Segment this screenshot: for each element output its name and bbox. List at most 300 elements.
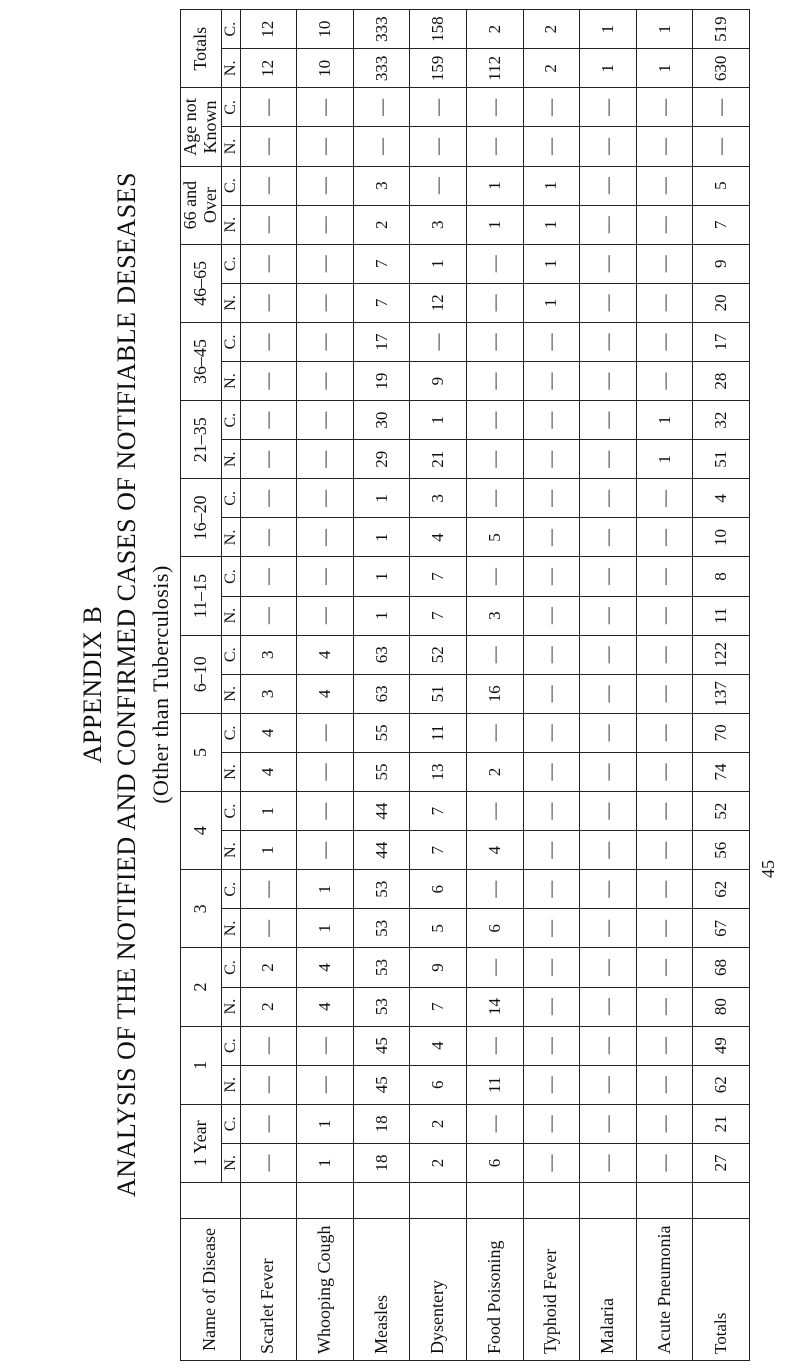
notified-count: — [636, 987, 693, 1026]
confirmed-count: 9 [693, 244, 750, 283]
confirmed-count: — [240, 1104, 297, 1143]
confirmed-count: 7 [410, 557, 467, 596]
notified-count: 53 [353, 909, 410, 948]
confirmed-count: — [636, 166, 693, 205]
spacer-cell [693, 1183, 750, 1219]
spacer-cell [410, 1183, 467, 1219]
notified-count: — [297, 831, 354, 870]
notified-subheader: N. [221, 752, 240, 791]
disease-name: Measles [353, 1219, 410, 1361]
notified-count: 19 [353, 362, 410, 401]
spacer-cell [523, 1183, 580, 1219]
confirmed-count: — [693, 88, 750, 127]
notified-subheader: N. [221, 674, 240, 713]
confirmed-count: 4 [693, 479, 750, 518]
confirmed-count: — [466, 557, 523, 596]
confirmed-count: 45 [353, 1026, 410, 1065]
confirmed-count: — [466, 713, 523, 752]
notified-count: 2 [353, 205, 410, 244]
notified-count: — [297, 205, 354, 244]
disease-name: Scarlet Fever [240, 1219, 297, 1361]
notified-count: 74 [693, 752, 750, 791]
confirmed-count: 52 [693, 792, 750, 831]
notified-count: 10 [693, 518, 750, 557]
notified-count: — [240, 1065, 297, 1104]
confirmed-subheader: C. [221, 10, 240, 49]
notified-count: — [297, 127, 354, 166]
confirmed-count: 4 [297, 635, 354, 674]
notified-count: 56 [693, 831, 750, 870]
notified-count: — [580, 362, 637, 401]
notified-count: 21 [410, 440, 467, 479]
disease-row [523, 10, 580, 1361]
confirmed-count: — [297, 401, 354, 440]
spacer-cell [636, 1183, 693, 1219]
notified-count: — [580, 440, 637, 479]
confirmed-count: — [523, 948, 580, 987]
confirmed-count: — [466, 479, 523, 518]
age-group-header: 5 [181, 713, 222, 791]
notified-count: — [240, 596, 297, 635]
confirmed-count: 2 [466, 10, 523, 49]
notified-subheader: N. [221, 1065, 240, 1104]
notified-count: 4 [297, 674, 354, 713]
notified-count: — [636, 1143, 693, 1182]
notified-count: — [636, 909, 693, 948]
confirmed-count: — [636, 713, 693, 752]
confirmed-count: — [466, 1104, 523, 1143]
confirmed-count: 4 [240, 713, 297, 752]
notified-count: 4 [410, 518, 467, 557]
notified-count: — [636, 831, 693, 870]
age-group-header: 46–65 [181, 244, 222, 322]
confirmed-count: 3 [240, 635, 297, 674]
confirmed-count: — [410, 322, 467, 361]
confirmed-count: — [297, 557, 354, 596]
notified-count: 27 [693, 1143, 750, 1182]
confirmed-count: — [523, 479, 580, 518]
disease-name: Acute Pneumonia [636, 1219, 693, 1361]
notified-count: 159 [410, 49, 467, 88]
notified-count: — [580, 987, 637, 1026]
notified-count: 3 [410, 205, 467, 244]
confirmed-count: 1 [297, 1104, 354, 1143]
age-group-header: 4 [181, 792, 222, 870]
confirmed-count: — [580, 792, 637, 831]
notified-count: 14 [466, 987, 523, 1026]
confirmed-count: — [523, 1026, 580, 1065]
totals-row [693, 10, 750, 1361]
confirmed-count: 30 [353, 401, 410, 440]
notified-count: 18 [353, 1143, 410, 1182]
age-group-header: Age not Known [181, 88, 222, 166]
notified-count: — [523, 440, 580, 479]
confirmed-subheader: C. [221, 557, 240, 596]
notified-count: — [523, 1143, 580, 1182]
confirmed-subheader: C. [221, 479, 240, 518]
spacer-cell [240, 1183, 297, 1219]
notified-count: — [523, 1065, 580, 1104]
notified-count: — [523, 909, 580, 948]
confirmed-subheader: C. [221, 244, 240, 283]
age-group-header: 2 [181, 948, 222, 1026]
notified-count: — [523, 596, 580, 635]
confirmed-count: 1 [353, 479, 410, 518]
confirmed-count: — [297, 713, 354, 752]
confirmed-count: — [636, 88, 693, 127]
disease-name: Food Poisoning [466, 1219, 523, 1361]
confirmed-count: 333 [353, 10, 410, 49]
confirmed-count: — [297, 166, 354, 205]
notified-count: — [240, 909, 297, 948]
confirmed-count: — [466, 1026, 523, 1065]
confirmed-count: — [240, 322, 297, 361]
confirmed-subheader: C. [221, 870, 240, 909]
notified-count: — [523, 674, 580, 713]
notified-count: 80 [693, 987, 750, 1026]
notified-count: 6 [466, 909, 523, 948]
notified-count: — [297, 596, 354, 635]
age-group-header: 36–45 [181, 322, 222, 400]
confirmed-count: — [523, 557, 580, 596]
confirmed-count: — [580, 1026, 637, 1065]
disease-row [636, 10, 693, 1361]
confirmed-count: — [466, 88, 523, 127]
notified-count: — [297, 283, 354, 322]
disease-row [240, 10, 297, 1361]
disease-name: Malaria [580, 1219, 637, 1361]
confirmed-count: — [466, 792, 523, 831]
notified-count: — [636, 752, 693, 791]
confirmed-count: — [523, 88, 580, 127]
notified-count: — [297, 518, 354, 557]
notified-count: — [240, 127, 297, 166]
confirmed-count: 63 [353, 635, 410, 674]
confirmed-count: 8 [693, 557, 750, 596]
confirmed-count: — [297, 1026, 354, 1065]
notified-count: 1 [636, 49, 693, 88]
confirmed-count: 3 [410, 479, 467, 518]
notified-count: 2 [410, 1143, 467, 1182]
notified-count: 62 [693, 1065, 750, 1104]
notified-count: 13 [410, 752, 467, 791]
confirmed-count: — [523, 1104, 580, 1143]
disease-name: Dysentery [410, 1219, 467, 1361]
confirmed-count: 1 [297, 870, 354, 909]
spacer-header [181, 1183, 241, 1219]
notified-count: 53 [353, 987, 410, 1026]
confirmed-count: 1 [240, 792, 297, 831]
confirmed-count: — [580, 322, 637, 361]
age-group-header: Totals [181, 10, 222, 88]
notified-subheader: N. [221, 440, 240, 479]
notified-count: 6 [410, 1065, 467, 1104]
notified-count: — [466, 362, 523, 401]
spacer-cell [466, 1183, 523, 1219]
notified-count: — [580, 909, 637, 948]
notified-count: — [353, 127, 410, 166]
page-number: 45 [758, 860, 778, 878]
confirmed-count: — [240, 1026, 297, 1065]
disease-row [410, 10, 467, 1361]
notified-count: 11 [466, 1065, 523, 1104]
notified-count: 44 [353, 831, 410, 870]
confirmed-count: — [580, 479, 637, 518]
notified-count: — [580, 752, 637, 791]
notified-count: 4 [466, 831, 523, 870]
notified-subheader: N. [221, 831, 240, 870]
confirmed-count: — [580, 244, 637, 283]
confirmed-count: — [466, 635, 523, 674]
age-group-header: 66 and Over [181, 166, 222, 244]
notified-count: 63 [353, 674, 410, 713]
confirmed-subheader: C. [221, 166, 240, 205]
notified-count: 333 [353, 49, 410, 88]
confirmed-count: — [410, 166, 467, 205]
notified-count: — [580, 1065, 637, 1104]
confirmed-count: — [240, 244, 297, 283]
confirmed-count: — [580, 713, 637, 752]
confirmed-count: 1 [636, 401, 693, 440]
confirmed-count: — [353, 88, 410, 127]
notified-count: — [523, 831, 580, 870]
notified-count: — [297, 440, 354, 479]
notified-count: 7 [693, 205, 750, 244]
confirmed-count: — [636, 1104, 693, 1143]
confirmed-count: — [240, 557, 297, 596]
table-subtitle: (Other than Tuberculosis) [148, 565, 173, 804]
notified-count: — [580, 674, 637, 713]
notified-count: 3 [466, 596, 523, 635]
confirmed-count: — [580, 557, 637, 596]
confirmed-count: — [580, 1104, 637, 1143]
notified-count: — [580, 283, 637, 322]
notified-count: — [466, 440, 523, 479]
confirmed-count: — [466, 322, 523, 361]
confirmed-count: — [523, 870, 580, 909]
confirmed-subheader: C. [221, 322, 240, 361]
confirmed-count: — [466, 244, 523, 283]
notified-count: — [636, 205, 693, 244]
confirmed-count: — [297, 792, 354, 831]
confirmed-subheader: C. [221, 948, 240, 987]
confirmed-count: — [580, 88, 637, 127]
notified-count: 1 [353, 518, 410, 557]
notified-count: 1 [297, 1143, 354, 1182]
notified-count: 51 [693, 440, 750, 479]
disease-row [580, 10, 637, 1361]
corner-header: Name of Disease [181, 1219, 241, 1361]
notified-count: — [636, 283, 693, 322]
confirmed-count: 49 [693, 1026, 750, 1065]
notified-count: 2 [240, 987, 297, 1026]
spacer-cell [297, 1183, 354, 1219]
confirmed-subheader: C. [221, 1104, 240, 1143]
age-group-header: 21–35 [181, 401, 222, 479]
notified-subheader: N. [221, 49, 240, 88]
confirmed-count: — [240, 166, 297, 205]
notified-count: 12 [410, 283, 467, 322]
confirmed-count: 4 [410, 1026, 467, 1065]
confirmed-count: 18 [353, 1104, 410, 1143]
notified-count: — [240, 1143, 297, 1182]
confirmed-count: — [580, 948, 637, 987]
confirmed-subheader: C. [221, 401, 240, 440]
confirmed-count: — [636, 635, 693, 674]
notified-count: 45 [353, 1065, 410, 1104]
confirmed-count: 17 [353, 322, 410, 361]
notified-count: — [523, 362, 580, 401]
confirmed-count: 12 [240, 10, 297, 49]
confirmed-count: — [636, 557, 693, 596]
confirmed-count: — [523, 635, 580, 674]
notified-subheader: N. [221, 596, 240, 635]
notified-count: — [693, 127, 750, 166]
notified-count: — [523, 752, 580, 791]
confirmed-count: 3 [353, 166, 410, 205]
notified-count: — [580, 831, 637, 870]
confirmed-count: — [580, 635, 637, 674]
confirmed-count: — [523, 713, 580, 752]
age-group-header: 1 Year [181, 1104, 222, 1182]
notified-count: — [580, 1143, 637, 1182]
confirmed-count: 55 [353, 713, 410, 752]
notified-count: 7 [410, 596, 467, 635]
confirmed-count: — [636, 479, 693, 518]
notified-count: 20 [693, 283, 750, 322]
notified-count: 1 [353, 596, 410, 635]
confirmed-count: 519 [693, 10, 750, 49]
notified-count: 2 [523, 49, 580, 88]
notified-count: — [523, 518, 580, 557]
confirmed-count: — [466, 401, 523, 440]
notified-count: 29 [353, 440, 410, 479]
confirmed-count: 1 [410, 401, 467, 440]
notified-count: — [297, 362, 354, 401]
confirmed-count: 1 [353, 557, 410, 596]
notified-count: — [466, 283, 523, 322]
notified-count: 1 [636, 440, 693, 479]
notified-count: 16 [466, 674, 523, 713]
confirmed-count: 17 [693, 322, 750, 361]
confirmed-count: — [240, 870, 297, 909]
confirmed-count: — [240, 88, 297, 127]
notified-count: 7 [353, 283, 410, 322]
confirmed-count: — [466, 948, 523, 987]
notified-count: 28 [693, 362, 750, 401]
confirmed-count: 70 [693, 713, 750, 752]
notified-count: — [523, 987, 580, 1026]
notified-count: 7 [410, 831, 467, 870]
notified-subheader: N. [221, 283, 240, 322]
notified-subheader: N. [221, 909, 240, 948]
confirmed-count: 1 [410, 244, 467, 283]
confirmed-count: 10 [297, 10, 354, 49]
notified-count: — [636, 1065, 693, 1104]
confirmed-count: — [523, 322, 580, 361]
confirmed-count: 52 [410, 635, 467, 674]
notified-count: 12 [240, 49, 297, 88]
notified-count: 2 [466, 752, 523, 791]
confirmed-count: — [523, 792, 580, 831]
notified-subheader: N. [221, 362, 240, 401]
confirmed-count: — [636, 870, 693, 909]
notified-count: — [580, 127, 637, 166]
confirmed-count: 2 [523, 10, 580, 49]
notified-count: 6 [466, 1143, 523, 1182]
confirmed-count: 158 [410, 10, 467, 49]
confirmed-subheader: C. [221, 792, 240, 831]
confirmed-count: — [580, 870, 637, 909]
confirmed-count: 9 [410, 948, 467, 987]
confirmed-count: — [636, 792, 693, 831]
confirmed-count: — [636, 948, 693, 987]
confirmed-count: 7 [410, 792, 467, 831]
notified-count: — [636, 127, 693, 166]
notified-count: 5 [410, 909, 467, 948]
confirmed-count: — [636, 322, 693, 361]
disease-name: Typhoid Fever [523, 1219, 580, 1361]
notified-count: 7 [410, 987, 467, 1026]
notified-count: — [580, 596, 637, 635]
notified-count: — [636, 518, 693, 557]
notified-count: — [580, 518, 637, 557]
confirmed-count: 6 [410, 870, 467, 909]
confirmed-count: — [297, 479, 354, 518]
confirmed-count: 44 [353, 792, 410, 831]
notified-count: 137 [693, 674, 750, 713]
notified-count: 1 [297, 909, 354, 948]
notified-count: 11 [693, 596, 750, 635]
notified-count: 4 [240, 752, 297, 791]
notified-count: — [636, 362, 693, 401]
confirmed-count: 1 [580, 10, 637, 49]
notified-count: — [240, 440, 297, 479]
disease-name: Totals [693, 1219, 750, 1361]
confirmed-count: 2 [240, 948, 297, 987]
confirmed-count: — [240, 479, 297, 518]
notified-subheader: N. [221, 1143, 240, 1182]
confirmed-count: — [636, 1026, 693, 1065]
notified-count: — [240, 362, 297, 401]
notified-count: 1 [466, 205, 523, 244]
notified-count: 1 [240, 831, 297, 870]
confirmed-count: — [580, 166, 637, 205]
notified-count: — [580, 205, 637, 244]
notified-count: — [466, 127, 523, 166]
confirmed-count: 1 [523, 244, 580, 283]
confirmed-count: 7 [353, 244, 410, 283]
notified-count: — [240, 205, 297, 244]
disease-row [353, 10, 410, 1361]
confirmed-count: 1 [636, 10, 693, 49]
confirmed-count: 53 [353, 948, 410, 987]
notified-count: 1 [523, 283, 580, 322]
confirmed-count: 21 [693, 1104, 750, 1143]
notified-subheader: N. [221, 987, 240, 1026]
confirmed-count: — [466, 870, 523, 909]
confirmed-subheader: C. [221, 88, 240, 127]
notified-count: 112 [466, 49, 523, 88]
notified-count: — [240, 283, 297, 322]
disease-name: Whooping Cough [297, 1219, 354, 1361]
notified-count: 55 [353, 752, 410, 791]
notified-count: 4 [297, 987, 354, 1026]
header-row-groups [181, 10, 222, 1361]
age-group-header: 3 [181, 870, 222, 948]
confirmed-count: — [240, 401, 297, 440]
disease-age-table [180, 9, 750, 1361]
